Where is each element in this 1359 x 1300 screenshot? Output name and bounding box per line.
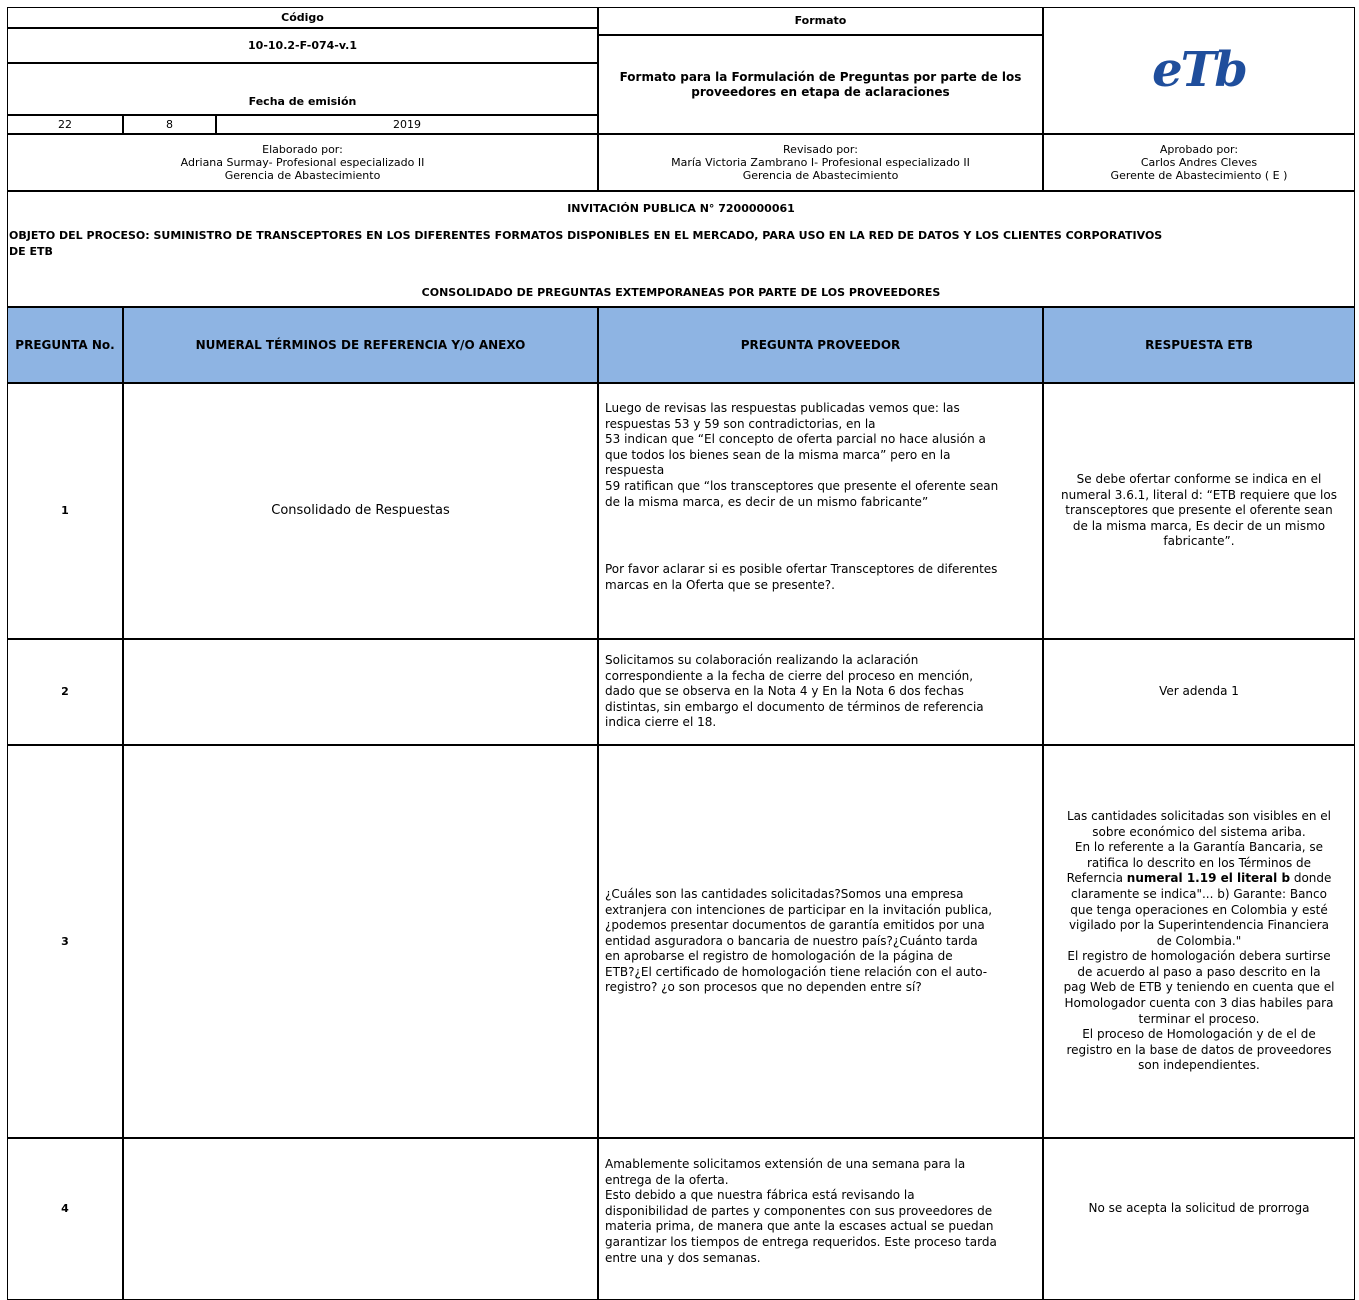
row-1-pregunta <box>598 383 1043 639</box>
logo-cell <box>1043 7 1355 134</box>
aprobado-por <box>1043 134 1355 191</box>
row-4-pregunta <box>598 1138 1043 1300</box>
fecha-emision-label: Fecha de emisión <box>7 63 598 115</box>
row-2-pregunta <box>598 639 1043 745</box>
aprobado-role: Gerente de Abastecimiento ( E ) <box>1110 169 1288 183</box>
revisado-name: María Victoria Zambrano I- Profesional especializado II <box>671 155 970 169</box>
col-header-pregunta-proveedor: PREGUNTA PROVEEDOR <box>598 307 1043 383</box>
revisado-label: Revisado por: <box>783 142 858 156</box>
row-4-pregunta-text: Amablemente solicitamos extensión de una semana para la entrega de la oferta. Esto debido a que nuestra fábrica está revisando la disponibilidad de partes y componentes con sus proveedores de materia prima, de manera que ante la escases actual se puedan garantizar los tiempos de entrega requeridos. Este proceso tarda entre una y dos semanas. <box>605 1157 997 1265</box>
row-4-numeral <box>123 1138 598 1300</box>
objeto-line-2: DE ETB <box>9 245 53 259</box>
row-4-num <box>7 1138 123 1300</box>
row-3-respuesta <box>1043 745 1355 1138</box>
revisado-por <box>598 134 1043 191</box>
col-header-pregunta-no: PREGUNTA No. <box>7 307 123 383</box>
elaborado-name: Adriana Surmay- Profesional especializado II <box>180 155 425 169</box>
elaborado-por <box>7 134 598 191</box>
row-3-respuesta-pre: Las cantidades solicitadas son visibles en el sobre económico del sistema ariba. En lo referente a la Garantía Bancaria, se ratifica lo descrito en los Términos de Referncia <box>1066 808 1331 886</box>
row-2-num: 2 <box>7 639 123 745</box>
objeto-line-1: OBJETO DEL PROCESO: SUMINISTRO DE TRANSCEPTORES EN LOS DIFERENTES FORMATOS DISPONIBLES EN EL MERCADO, PARA USO EN LA RED DE DATOS Y LOS CLIENTES CORPORATIVOS <box>9 229 1163 243</box>
row-3-numeral <box>123 745 598 1138</box>
row-2-pregunta-text: Solicitamos su colaboración realizando la aclaración correspondiente a la fecha de cierre del proceso en mención, dado que se observa en la Nota 4 y En la Nota 6 dos fechas distintas, sin embargo el documento de términos de referencia indica cierre el 18. <box>605 653 984 730</box>
etb-logo: eTb <box>1152 41 1246 98</box>
consolidado-title: CONSOLIDADO DE PREGUNTAS EXTEMPORANEAS POR PARTE DE LOS PROVEEDORES <box>421 286 941 300</box>
row-4-respuesta-text: No se acepta la solicitud de prorroga <box>1088 1201 1310 1216</box>
fecha-day: 22 <box>7 115 123 134</box>
elaborado-label: Elaborado por: <box>262 142 343 156</box>
invitacion-title: INVITACIÓN PUBLICA N° 7200000061 <box>567 202 795 216</box>
row-3-num: 3 <box>7 745 123 1138</box>
row-1-num: 1 <box>7 383 123 639</box>
row-4-respuesta <box>1043 1138 1355 1300</box>
codigo-value: 10-10.2-F-074-v.1 <box>7 28 598 63</box>
row-1-respuesta: Se debe ofertar conforme se indica en el numeral 3.6.1, literal d: “ETB requiere que los transceptores que presente el oferente sean de la misma marca, Es decir de un mismo fabricante”. <box>1043 383 1355 639</box>
codigo-label: Código <box>7 7 598 28</box>
row-2-numeral <box>123 639 598 745</box>
row-3-pregunta <box>598 745 1043 1138</box>
row-1-pregunta-part-a: Luego de revisas las respuestas publicadas vemos que: las respuestas 53 y 59 son contradictorias, en la 53 indican que “El concepto de oferta parcial no hace alusión a que todos los bienes sean de la misma marca” pero en la respuesta 59 ratifican que “los transceptores que presente el oferente sean de la misma marca, es decir de un mismo fabricante” <box>605 401 999 509</box>
revisado-dept: Gerencia de Abastecimiento <box>742 169 899 183</box>
aprobado-name: Carlos Andres Cleves <box>1140 155 1258 169</box>
formato-label: Formato <box>598 7 1043 35</box>
row-2-respuesta: Ver adenda 1 <box>1043 639 1355 745</box>
row-3-respuesta-post: donde claramente se indica"... b) Garante: Banco que tenga operaciones en Colombia y esté vigilado por la Superintendencia Financiera de Colombia." El registro de homologación debera surtirse de acuerdo al paso a paso descrito en la pag Web de ETB y teniendo en cuenta que el Homologador cuenta con 3 dias habiles para terminar el proceso. El proceso de Homologación y de el de registro en la base de datos de proveedores son independientes. <box>1063 871 1335 1073</box>
row-1-numeral: Consolidado de Respuestas <box>123 383 598 639</box>
row-3-respuesta-bold: numeral 1.19 el literal b <box>1126 871 1291 886</box>
fecha-month: 8 <box>123 115 216 134</box>
elaborado-dept: Gerencia de Abastecimiento <box>224 169 381 183</box>
row-1-pregunta-part-b: Por favor aclarar si es posible ofertar Transceptores de diferentes marcas en la Oferta que se presente?. <box>605 562 998 592</box>
fecha-year: 2019 <box>216 115 598 134</box>
row-3-pregunta-text: ¿Cuáles son las cantidades solicitadas?Somos una empresa extranjera con intenciones de participar en la invitación publica, ¿podemos presentar documentos de garantía emitidos por una entidad asguradora o bancaria de nuestro país?¿Cuánto tarda en aprobarse el registro de homologación de la página de ETB?¿El certificado de homologación tiene relación con el auto- registro? ¿o son procesos que no dependen entre sí? <box>605 886 993 995</box>
aprobado-label: Aprobado por: <box>1159 142 1239 156</box>
row-4-num-text: 4 <box>61 1202 69 1216</box>
col-header-respuesta-etb: RESPUESTA ETB <box>1043 307 1355 383</box>
formato-title: Formato para la Formulación de Preguntas por parte de los proveedores en etapa de aclaraciones <box>598 35 1043 134</box>
col-header-numeral: NUMERAL TÉRMINOS DE REFERENCIA Y/O ANEXO <box>123 307 598 383</box>
